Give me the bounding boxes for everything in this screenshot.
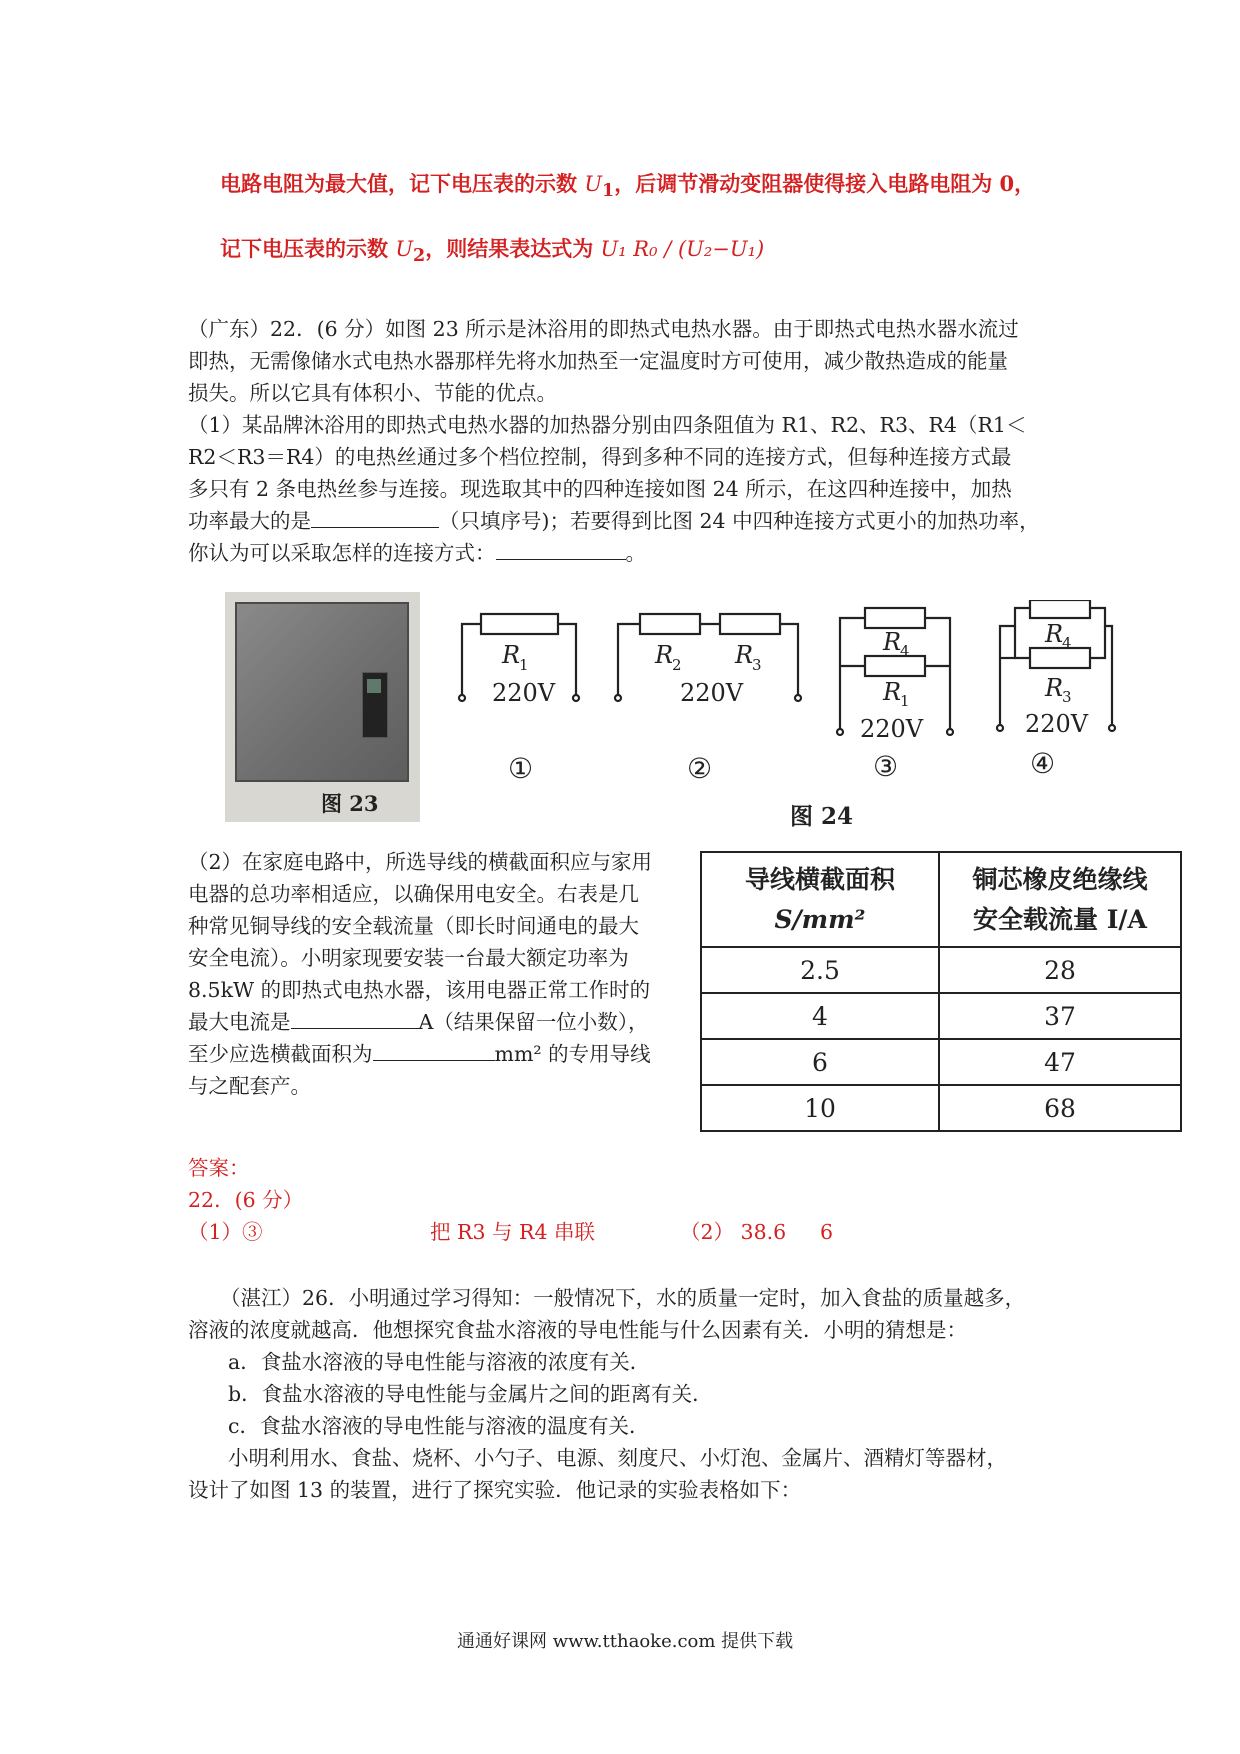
wire-current-table bbox=[700, 851, 1182, 1132]
answer-line-2-rest: ，则结果表达式为 bbox=[425, 236, 601, 261]
c2-r3-sub: 3 bbox=[752, 656, 762, 674]
answer-label: 答案： bbox=[188, 1156, 250, 1180]
c4-r4-label: R bbox=[1045, 620, 1064, 648]
circuit-3-number: ③ bbox=[873, 750, 899, 783]
header-safe-current bbox=[939, 852, 1181, 947]
part2-line-7 bbox=[188, 1038, 651, 1070]
q22-line-7 bbox=[188, 505, 1040, 537]
q22-line-8-a: 你认为可以采取怎样的连接方式： bbox=[188, 541, 496, 565]
c3-r1-sub: 1 bbox=[900, 692, 910, 710]
c3-voltage: 220V bbox=[860, 715, 924, 743]
part2-line-1: （2）在家庭电路中，所选导线的横截面积应与家用 bbox=[188, 850, 653, 874]
part2-line-5: 8.5kW 的即热式电热水器，该用电器正常工作时的 bbox=[188, 978, 651, 1002]
q22-line-6: 多只有 2 条电热丝参与连接。现选取其中的四种连接如图 24 所示，在这四种连接中，加热 bbox=[188, 477, 1012, 501]
c4-voltage: 220V bbox=[1025, 710, 1089, 738]
q26-line-3: a．食盐水溶液的导电性能与溶液的浓度有关． bbox=[228, 1350, 651, 1374]
part2-line-6-b: A（结果保留一位小数）， bbox=[418, 1010, 649, 1034]
water-heater-image bbox=[235, 602, 409, 782]
answer-line-2 bbox=[220, 233, 764, 266]
figure-24-circuits bbox=[440, 600, 1120, 800]
c2-voltage: 220V bbox=[680, 679, 744, 707]
q26-line-4: b．食盐水溶液的导电性能与金属片之间的距离有关． bbox=[228, 1382, 713, 1406]
figure-23-photo bbox=[225, 592, 420, 822]
figure-24-caption: 图 24 bbox=[790, 803, 854, 830]
table-header-row bbox=[701, 852, 1181, 947]
q22-line-8 bbox=[188, 537, 646, 569]
symbol-u2: U bbox=[395, 237, 414, 261]
header-safe-current-l2: 安全载流量 I/A bbox=[973, 904, 1147, 934]
symbol-u2-sub: 2 bbox=[413, 246, 426, 267]
header-cross-section-l1: 导线横截面积 bbox=[744, 864, 895, 894]
header-safe-current-l1: 铜芯橡皮绝缘线 bbox=[972, 864, 1148, 894]
answer-blank-4[interactable] bbox=[373, 1040, 495, 1061]
q22-line-4: （1）某品牌沐浴用的即热式电热水器的加热器分别由四条阻值为 R1、R2、R3、R4（R1＜ bbox=[188, 413, 1027, 437]
q22-line-2: 即热，无需像储水式电热水器那样先将水加热至一定温度时方可使用，减少散热造成的能量 bbox=[188, 349, 1008, 373]
table-cell: 37 bbox=[939, 993, 1181, 1039]
q26-line-7: 设计了如图 13 的装置，进行了探究实验．他记录的实验表格如下： bbox=[188, 1478, 802, 1502]
table-cell: 68 bbox=[939, 1085, 1181, 1131]
answer-number: 22．(6 分） bbox=[188, 1188, 304, 1212]
c2-r2-sub: 2 bbox=[672, 656, 682, 674]
answer-part1: （1）③ bbox=[188, 1220, 263, 1244]
table-cell: 10 bbox=[701, 1085, 939, 1131]
q26-line-6: 小明利用水、食盐、烧杯、小勺子、电源、刻度尺、小灯泡、金属片、酒精灯等器材， bbox=[228, 1446, 1007, 1470]
control-panel bbox=[362, 672, 388, 738]
c3-r4-sub: 4 bbox=[900, 642, 910, 660]
q22-line-1: （广东）22．(6 分）如图 23 所示是沐浴用的即热式电热水器。由于即热式电热水器水流过 bbox=[188, 317, 1019, 341]
table-cell: 4 bbox=[701, 993, 939, 1039]
answer-blank-2[interactable] bbox=[496, 539, 626, 560]
answer-part2-b: 6 bbox=[820, 1220, 834, 1244]
part2-line-6 bbox=[188, 1006, 649, 1038]
c2-r3-label: R bbox=[735, 641, 754, 669]
c1-r-label: R bbox=[502, 641, 521, 669]
circuit-4-number: ④ bbox=[1030, 747, 1056, 780]
table-row bbox=[701, 993, 1181, 1039]
q26-line-2: 溶液的浓度就越高．他想探究食盐水溶液的导电性能与什么因素有关．小明的猜想是： bbox=[188, 1318, 967, 1342]
q26-line-1: （湛江）26．小明通过学习得知：一般情况下，水的质量一定时，加入食盐的质量越多， bbox=[220, 1286, 1026, 1310]
table-cell: 6 bbox=[701, 1039, 939, 1085]
part2-line-3: 种常见铜导线的安全载流量（即长时间通电的最大 bbox=[188, 914, 639, 938]
answer-part1-b: 把 R3 与 R4 串联 bbox=[430, 1220, 596, 1244]
part2-line-4: 安全电流）。小明家现要安装一台最大额定功率为 bbox=[188, 946, 629, 970]
part2-line-8: 与之配套产。 bbox=[188, 1074, 311, 1098]
footer-text: 通通好课网 www.tthaoke.com 提供下载 bbox=[457, 1631, 794, 1652]
table-row bbox=[701, 1039, 1181, 1085]
q22-line-5: R2＜R3＝R4）的电热丝通过多个档位控制，得到多种不同的连接方式，但每种连接方式最 bbox=[188, 445, 1012, 469]
answer-part2: （2） 38.6 bbox=[680, 1220, 787, 1244]
c1-voltage: 220V bbox=[492, 679, 556, 707]
c3-r4-label: R bbox=[883, 628, 902, 656]
table-cell: 47 bbox=[939, 1039, 1181, 1085]
circuit-2-number: ② bbox=[687, 752, 713, 785]
part2-line-2: 电器的总功率相适应，以确保用电安全。右表是几 bbox=[188, 882, 639, 906]
c4-r4-sub: 4 bbox=[1062, 634, 1072, 652]
q22-line-3: 损失。所以它具有体积小、节能的优点。 bbox=[188, 381, 557, 405]
c4-r3-sub: 3 bbox=[1062, 688, 1072, 706]
q22-line-8-b: 。 bbox=[625, 541, 646, 565]
symbol-u1: U bbox=[584, 172, 603, 196]
c1-r-sub: 1 bbox=[519, 656, 529, 674]
table-cell: 2.5 bbox=[701, 947, 939, 993]
display-screen bbox=[367, 679, 381, 693]
header-cross-section bbox=[701, 852, 939, 947]
answer-blank-1[interactable] bbox=[311, 507, 439, 528]
c4-r3-label: R bbox=[1045, 674, 1064, 702]
circuit-1-number: ① bbox=[508, 752, 534, 785]
part2-line-7-b: mm² 的专用导线 bbox=[494, 1042, 651, 1066]
answer-line-1-rest: ，后调节滑动变阻器使得接入电路电阻为 0， bbox=[614, 171, 1036, 196]
figure-23-caption: 图 23 bbox=[321, 791, 379, 816]
answer-line-1 bbox=[220, 168, 1035, 201]
answer-line-1-text: 电路电阻为最大值，记下电压表的示数 bbox=[220, 171, 585, 196]
c2-r2-label: R bbox=[655, 641, 674, 669]
symbol-u1-sub: 1 bbox=[602, 181, 615, 202]
result-formula: U₁ R₀ / (U₂−U₁) bbox=[600, 237, 765, 261]
q26-line-5: c．食盐水溶液的导电性能与溶液的温度有关． bbox=[228, 1414, 650, 1438]
table-row bbox=[701, 947, 1181, 993]
table-cell: 28 bbox=[939, 947, 1181, 993]
header-cross-section-l2: S/mm² bbox=[774, 904, 866, 934]
part2-line-7-a: 至少应选横截面积为 bbox=[188, 1042, 373, 1066]
part2-line-6-a: 最大电流是 bbox=[188, 1010, 291, 1034]
q22-line-7-b: （只填序号)；若要得到比图 24 中四种连接方式更小的加热功率， bbox=[439, 509, 1040, 533]
table-row bbox=[701, 1085, 1181, 1131]
answer-line-2-text: 记下电压表的示数 bbox=[220, 236, 396, 261]
c3-r1-label: R bbox=[883, 678, 902, 706]
answer-blank-3[interactable] bbox=[291, 1008, 419, 1029]
q22-line-7-a: 功率最大的是 bbox=[188, 509, 311, 533]
